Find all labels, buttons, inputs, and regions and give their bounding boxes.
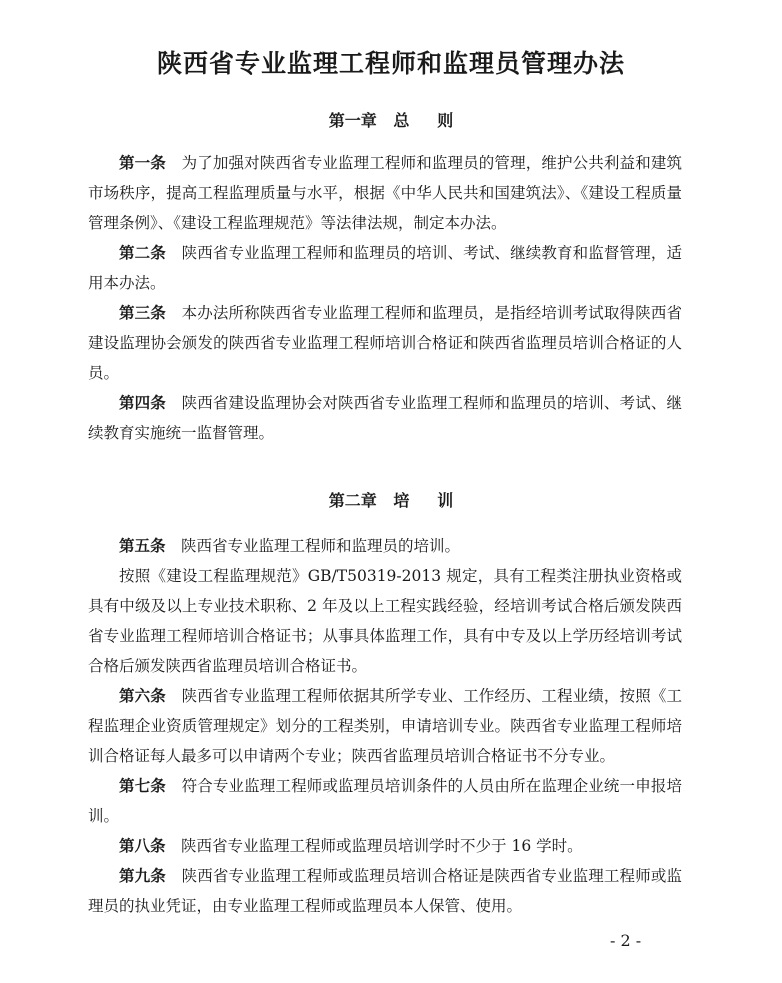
chapter-1-body [88, 148, 682, 448]
article-label: 第二条 [119, 243, 166, 262]
article [88, 681, 682, 771]
article-text: 陕西省专业监理工程师依据其所学专业、工作经历、工程业绩，按照《工程监理企业资质管理规定》划分的工程类别，申请培训专业。陕西省专业监理工程师培训合格证每人最多可以申请两个专业；陕西省监理员培训合格证书不分专业。 [88, 687, 682, 765]
article-label: 第三条 [119, 303, 166, 322]
article-label: 第六条 [119, 686, 166, 705]
article-text: 陕西省专业监理工程师或监理员培训合格证是陕西省专业监理工程师或监理员的执业凭证，由专业监理工程师或监理员本人保管、使用。 [88, 867, 682, 915]
article-text: 为了加强对陕西省专业监理工程师和监理员的管理，维护公共利益和建筑市场秩序，提高工程监理质量与水平，根据《中华人民共和国建筑法》、《建设工程质量管理条例》、《建设工程监理规范》等法律法规，制定本办法。 [88, 154, 682, 232]
article-label: 第七条 [119, 776, 166, 795]
article [88, 388, 682, 448]
article-text: 符合专业监理工程师或监理员培训条件的人员由所在监理企业统一申报培训。 [88, 777, 682, 825]
article-text: 按照《建设工程监理规范》GB/T50319-2013 规定，具有工程类注册执业资格或具有中级及以上专业技术职称、2 年及以上工程实践经验，经培训考试合格后颁发陕西省专业监理工程师培训合格证书；从事具体监理工作，具有中专及以上学历经培训考试合格后颁发陕西省监理员培训合格证书。 [88, 567, 682, 675]
document-title: 陕西省专业监理工程师和监理员管理办法 [156, 49, 625, 78]
article [88, 148, 682, 238]
chapter-heading: 第二章 培 训 [328, 491, 454, 510]
article-continuation [88, 561, 682, 681]
article-label: 第一条 [119, 153, 166, 172]
article [88, 531, 682, 561]
article [88, 831, 682, 861]
article-text: 陕西省建设监理协会对陕西省专业监理工程师和监理员的培训、考试、继续教育实施统一监督管理。 [88, 394, 682, 442]
article-label: 第五条 [119, 536, 166, 555]
article-text: 本办法所称陕西省专业监理工程师和监理员，是指经培训考试取得陕西省建设监理协会颁发的陕西省专业监理工程师培训合格证和陕西省监理员培训合格证的人员。 [88, 304, 682, 382]
article-text: 陕西省专业监理工程师和监理员的培训、考试、继续教育和监督管理，适用本办法。 [88, 244, 682, 292]
chapter-2-body [88, 531, 682, 921]
article [88, 298, 682, 388]
chapter-heading: 第一章 总 则 [328, 111, 454, 130]
article-text: 陕西省专业监理工程师或监理员培训学时不少于 16 学时。 [181, 837, 583, 855]
article-label: 第八条 [119, 836, 166, 855]
article-label: 第九条 [119, 866, 166, 885]
article [88, 861, 682, 921]
article-text: 陕西省专业监理工程师和监理员的培训。 [181, 537, 461, 555]
article [88, 771, 682, 831]
article-label: 第四条 [119, 393, 166, 412]
page-number: - 2 - [610, 931, 642, 950]
article [88, 238, 682, 298]
